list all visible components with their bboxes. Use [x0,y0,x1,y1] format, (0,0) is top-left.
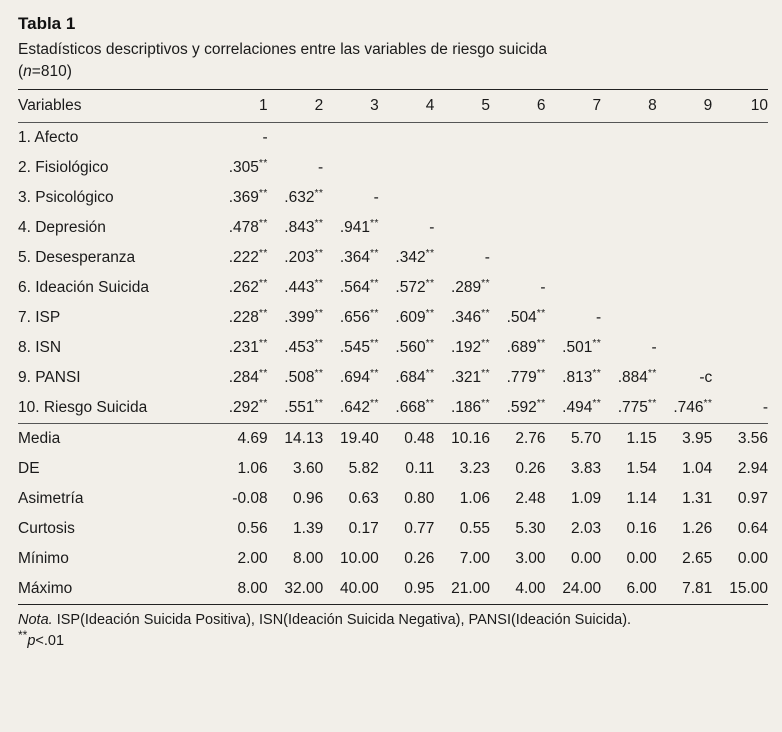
significance-marker: ** [425,366,435,379]
correlation-cell: - [262,129,268,146]
table-row [18,454,768,484]
correlation-cell: - [712,393,768,424]
correlation-rows [18,123,768,424]
correlation-cell: - [651,339,657,356]
statistic-cell: 8.00 [293,550,324,567]
correlation-cell [712,363,768,393]
correlation-cell: .508** [284,366,324,386]
correlation-cell: .560** [395,336,435,356]
correlation-cell [490,213,546,243]
significance-marker: ** [258,246,268,259]
statistic-cell: 0.80 [404,490,435,507]
correlation-cell: .369** [228,186,268,206]
significance-marker: ** [592,366,602,379]
significance-marker: ** [425,336,435,349]
column-header-5: 5 [434,90,490,123]
correlation-cell [657,333,713,363]
correlation-cell: .443** [284,276,324,296]
significance-marker: ** [258,216,268,229]
statistic-cell: 5.70 [570,430,602,447]
correlation-cell [546,123,602,154]
correlation-cell: .813** [562,366,602,386]
row-label: Mínimo [18,550,69,567]
correlation-cell: .551** [268,393,324,424]
correlation-cell [546,153,602,183]
correlation-cell: - [540,279,546,296]
table-row [18,153,768,183]
correlation-cell: .642** [323,393,379,424]
statistic-cell: 1.31 [682,490,713,507]
correlation-cell: .305** [228,156,268,176]
correlation-cell: .228** [228,306,268,326]
column-header-2: 2 [268,90,324,123]
correlation-cell: .231** [228,336,268,356]
correlation-cell [712,243,768,273]
correlation-cell: .292** [212,393,268,424]
correlation-cell: .632** [284,186,324,206]
correlation-cell [657,243,713,273]
statistic-cell: 0.00 [737,550,768,567]
row-label: Media [18,430,61,447]
correlation-cell [712,153,768,183]
statistic-cell: 1.26 [682,520,713,537]
column-header-9: 9 [657,90,713,123]
row-label: 10. Riesgo Suicida [18,393,212,424]
correlation-cell [546,213,602,243]
correlation-cell: .668** [379,393,435,424]
correlation-cell [657,303,713,333]
correlation-cell [657,123,713,154]
correlation-cell [490,243,546,273]
row-label: DE [18,460,40,477]
correlation-cell [323,153,379,183]
correlation-cell [601,123,657,154]
row-label: 9. PANSI [18,369,81,386]
statistic-cell: 2.76 [515,430,546,447]
correlation-cell [434,213,490,243]
table-row [18,213,768,243]
table-row [18,484,768,514]
significance-marker: ** [536,306,546,319]
statistic-cell: 3.95 [682,430,713,447]
correlation-cell: .321** [451,366,490,386]
correlation-cell: .941** [339,216,379,236]
significance-marker: ** [592,396,602,409]
correlation-cell: .656** [339,306,379,326]
significance-marker: ** [258,336,268,349]
table-row [18,424,768,455]
table-row [18,393,768,424]
statistic-cell: 10.16 [451,430,490,447]
statistic-cell: 3.83 [570,460,602,477]
statistic-cell: 4.69 [237,430,268,447]
row-label: 4. Depresión [18,219,106,236]
row-label: 7. ISP [18,309,61,326]
correlation-cell: .609** [395,306,435,326]
note-label: Nota. [18,612,53,628]
table-header-row [18,90,768,123]
significance-marker: ** [536,366,546,379]
statistic-cell: 2.94 [737,460,768,477]
significance-marker: ** [370,276,379,289]
row-label: 3. Psicológico [18,189,114,206]
row-label: 6. Ideación Suicida [18,279,149,296]
table-row [18,544,768,574]
statistic-cell: 5.30 [515,520,546,537]
significance-marker: ** [647,396,657,409]
correlation-cell [712,273,768,303]
significance-marker: ** [536,396,546,409]
statistic-rows [18,424,768,605]
correlation-cell: .564** [339,276,379,296]
significance-marker: ** [258,156,268,169]
statistic-cell: 3.23 [459,460,490,477]
correlation-cell: .192** [451,336,490,356]
correlation-cell: .501** [562,336,602,356]
table-row [18,574,768,605]
correlation-cell [268,123,324,154]
correlation-cell [712,303,768,333]
correlation-cell [434,153,490,183]
significance-marker: ** [314,246,324,259]
table-row [18,273,768,303]
table-row [18,514,768,544]
statistic-cell: 1.15 [626,430,657,447]
correlation-cell [490,183,546,213]
statistic-cell: 24.00 [546,574,602,605]
statistic-cell: 3.56 [737,430,768,447]
correlation-cell: .694** [339,366,379,386]
significance-marker: ** [481,276,490,289]
table-row [18,243,768,273]
correlation-cell [601,243,657,273]
correlation-cell [657,213,713,243]
statistic-cell: 1.09 [570,490,602,507]
caption-line-1: Estadísticos descriptivos y correlaciones entre las variables de riesgo suicida [18,41,547,58]
statistic-cell: 0.56 [237,520,268,537]
statistic-cell: 1.14 [626,490,657,507]
correlation-cell: .684** [395,366,435,386]
column-header-3: 3 [323,90,379,123]
correlation-cell: .342** [395,246,435,266]
correlation-cell [712,333,768,363]
significance-marker: ** [314,366,324,379]
significance-marker: ** [314,216,324,229]
correlation-cell: - [373,189,379,206]
significance-marker: ** [425,276,435,289]
significance-marker: ** [258,366,268,379]
note-text: ISP(Ideación Suicida Positiva), ISN(Ideación Suicida Negativa), PANSI(Ideación Suicida). [52,612,632,628]
statistic-cell: 1.06 [237,460,268,477]
correlation-cell: .843** [284,216,324,236]
statistic-cell: 1.06 [459,490,490,507]
note-significance-stars: ** [18,628,28,643]
table-note [18,610,766,652]
correlation-cell [712,213,768,243]
correlation-cell [434,183,490,213]
statistic-cell: 2.48 [515,490,546,507]
correlation-cell: .504** [506,306,546,326]
correlation-cell [657,183,713,213]
row-label: 2. Fisiológico [18,159,109,176]
statistic-cell: 0.26 [515,460,546,477]
significance-marker: ** [370,396,379,409]
statistic-cell: 19.40 [340,430,379,447]
correlation-cell [323,123,379,154]
correlation-cell [546,243,602,273]
statistic-cell: 3.60 [293,460,324,477]
caption-line-2-open: ( [18,63,24,80]
significance-marker: ** [370,336,379,349]
note-p-value: <.01 [35,633,65,650]
statistic-cell: 0.55 [459,520,490,537]
statistic-cell: 7.00 [459,550,490,567]
statistic-cell: 0.97 [737,490,768,507]
correlation-cell: .186** [434,393,490,424]
row-label: 8. ISN [18,339,62,356]
significance-marker: ** [647,366,657,379]
correlation-cell: .494** [546,393,602,424]
correlation-cell: .346** [451,306,490,326]
significance-marker: ** [481,366,490,379]
correlation-cell: .545** [339,336,379,356]
significance-marker: ** [370,216,379,229]
significance-marker: ** [370,246,379,259]
statistic-cell: 4.00 [490,574,546,605]
statistic-cell: 5.82 [348,460,379,477]
statistic-cell: 0.17 [348,520,379,537]
significance-marker: ** [481,396,490,409]
correlation-cell: -c [699,369,713,386]
correlation-cell [601,153,657,183]
correlation-cell [490,153,546,183]
significance-marker: ** [258,186,268,199]
significance-marker: ** [258,276,268,289]
column-header-8: 8 [601,90,657,123]
statistic-cell: 2.00 [237,550,268,567]
caption-n-italic: n [23,63,32,80]
significance-marker: ** [314,276,324,289]
statistic-cell: 0.00 [626,550,657,567]
statistic-cell: 10.00 [340,550,379,567]
statistic-cell: 0.11 [405,460,435,477]
correlation-cell: .262** [228,276,268,296]
statistic-cell: 1.54 [626,460,657,477]
table-row [18,303,768,333]
statistic-cell: 1.04 [682,460,713,477]
statistic-cell: 0.26 [404,550,435,567]
significance-marker: ** [314,396,324,409]
correlation-cell [546,183,602,213]
column-header-variables: Variables [18,90,212,123]
correlation-cell: .399** [284,306,324,326]
statistic-cell: 1.39 [293,520,324,537]
statistic-cell: 0.63 [348,490,379,507]
significance-marker: ** [314,306,324,319]
column-header-4: 4 [379,90,435,123]
column-header-7: 7 [546,90,602,123]
correlation-cell: .453** [284,336,324,356]
correlation-cell [601,303,657,333]
correlation-cell: .364** [339,246,379,266]
correlation-cell [712,183,768,213]
correlation-cell: .572** [395,276,435,296]
row-label: 1. Afecto [18,129,79,146]
correlation-cell: .203** [284,246,324,266]
statistic-cell: 2.65 [682,550,713,567]
significance-marker: ** [536,336,546,349]
descriptives-correlations-table [18,89,768,605]
table-row [18,363,768,393]
correlation-cell [379,123,435,154]
caption-line-2-close: =810) [31,63,72,80]
statistic-cell: 0.00 [570,550,602,567]
correlation-cell [712,123,768,154]
correlation-cell: .222** [228,246,268,266]
correlation-cell: .775** [601,393,657,424]
row-label: 5. Desesperanza [18,249,136,266]
statistic-cell: 0.96 [293,490,324,507]
table-row [18,183,768,213]
statistic-cell: 15.00 [712,574,768,605]
statistic-cell: 8.00 [212,574,268,605]
correlation-cell [601,183,657,213]
significance-marker: ** [314,336,324,349]
row-label: Asimetría [18,490,84,507]
correlation-cell: .592** [490,393,546,424]
significance-marker: ** [314,186,324,199]
significance-marker: ** [370,306,379,319]
table-row [18,123,768,154]
correlation-cell [490,123,546,154]
correlation-cell [379,153,435,183]
correlation-cell [546,273,602,303]
significance-marker: ** [481,336,490,349]
correlation-cell: .779** [506,366,546,386]
correlation-cell: .884** [617,366,657,386]
correlation-cell [657,153,713,183]
column-header-6: 6 [490,90,546,123]
statistic-cell: 6.00 [601,574,657,605]
significance-marker: ** [481,306,490,319]
statistic-cell: 0.64 [737,520,768,537]
correlation-cell: - [429,219,435,236]
correlation-cell: .689** [506,336,546,356]
statistic-cell: 7.81 [657,574,713,605]
statistic-cell: 21.00 [434,574,490,605]
correlation-cell: - [318,159,324,176]
significance-marker: ** [425,306,435,319]
statistic-cell: 0.95 [379,574,435,605]
significance-marker: ** [425,246,435,259]
significance-marker: ** [370,366,379,379]
correlation-cell: - [484,249,490,266]
row-label: Máximo [18,574,212,605]
significance-marker: ** [258,306,268,319]
row-label: Curtosis [18,520,75,537]
statistic-cell: 0.77 [404,520,435,537]
correlation-cell: .284** [228,366,268,386]
significance-marker: ** [703,396,713,409]
correlation-cell [434,123,490,154]
table-row [18,333,768,363]
statistic-cell: 0.48 [404,430,435,447]
statistic-cell: 14.13 [284,430,324,447]
column-header-1: 1 [212,90,268,123]
statistic-cell: 32.00 [268,574,324,605]
significance-marker: ** [592,336,602,349]
correlation-cell [657,273,713,303]
correlation-cell: .478** [228,216,268,236]
correlation-cell: .289** [451,276,490,296]
correlation-cell [379,183,435,213]
statistic-cell: 3.00 [515,550,546,567]
statistic-cell: 0.16 [626,520,657,537]
correlation-cell: .746** [657,393,713,424]
correlation-cell [601,273,657,303]
correlation-cell [601,213,657,243]
note-p-italic: p [27,633,36,650]
table-caption [18,39,763,83]
page-title: Tabla 1 [18,14,76,33]
significance-marker: ** [258,396,268,409]
correlation-cell: - [595,309,602,326]
statistic-cell: 2.03 [570,520,602,537]
significance-marker: ** [425,396,435,409]
statistic-cell: 40.00 [323,574,379,605]
statistic-cell: -0.08 [232,490,268,507]
column-header-10: 10 [712,90,768,123]
